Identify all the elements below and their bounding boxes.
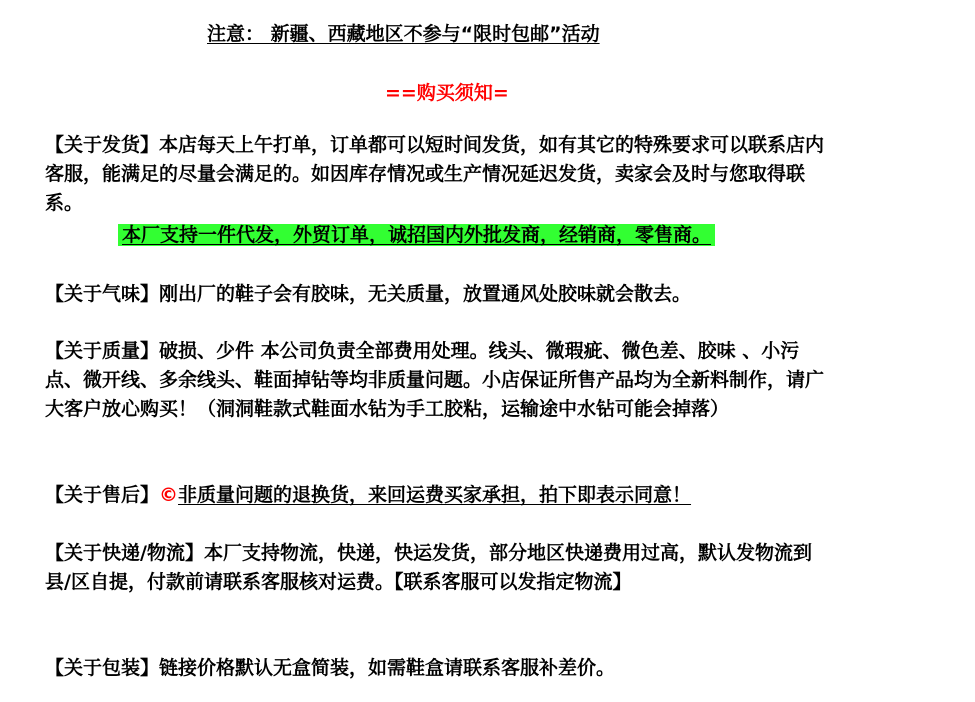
section-after-sales-label: 【关于售后】 [45, 484, 160, 506]
section-shipping [45, 131, 835, 218]
copyright-symbol-icon: © [159, 484, 179, 506]
purchase-notes-heading: ==购买须知= [385, 82, 509, 104]
section-after-sales [45, 481, 835, 510]
section-express [45, 539, 835, 597]
section-after-sales-text: 非质量问题的退换货，来回运费买家承担，拍下即表示同意！ [178, 484, 692, 506]
section-smell-text: 刚出厂的鞋子会有胶味，无关质量，放置通风处胶味就会散去。 [159, 283, 692, 305]
section-quality-label: 【关于质量】 [45, 340, 160, 362]
section-packing-text: 链接价格默认无盒简装，如需鞋盒请联系客服补差价。 [159, 657, 616, 679]
section-smell-label: 【关于气味】 [45, 283, 160, 305]
section-quality [45, 337, 835, 424]
section-smell [45, 280, 835, 309]
section-shipping-label: 【关于发货】 [45, 134, 160, 156]
section-packing-label: 【关于包装】 [45, 657, 160, 679]
section-express-label: 【关于快递/物流】 [45, 542, 204, 564]
section-quality-text: 破损、少件 本公司负责全部费用处理。线头、微瑕疵、微色差、胶味 、小污点、微开线、多余线头、鞋面掉钻等均非质量问题。小店保证所售产品均为全新料制作，请广大客户放心购买！（洞洞鞋款式鞋面水钻为手工胶粘，运输途中水钻可能会掉落） [45, 340, 825, 420]
region-notice: 注意： 新疆、西藏地区不参与“限时包邮”活动 [207, 23, 600, 45]
section-packing [45, 654, 835, 683]
section-shipping-text: 本店每天上午打单，订单都可以短时间发货，如有其它的特殊要求可以联系店内客服，能满足的尽量会满足的。如因库存情况或生产情况延迟发货，卖家会及时与您取得联系。 [45, 134, 825, 214]
section-express-text: 本厂支持物流，快递，快运发货，部分地区快递费用过高，默认发物流到县/区自提，付款前请联系客服核对运费。【联系客服可以发指定物流】 [45, 542, 812, 593]
wholesale-highlight-banner: 本厂支持一件代发，外贸订单，诚招国内外批发商，经销商，零售商。 [118, 224, 715, 246]
